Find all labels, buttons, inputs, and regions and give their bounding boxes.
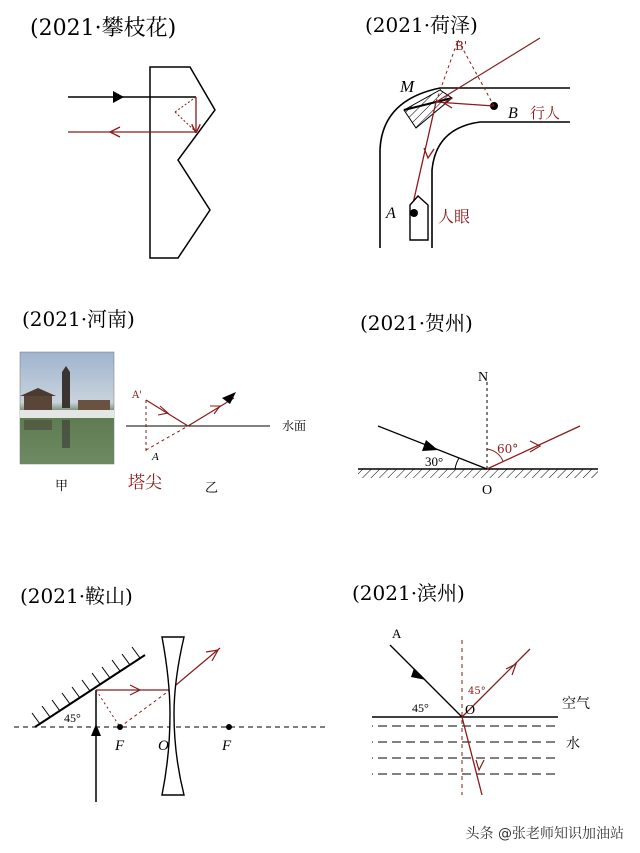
incident-arrowhead (91, 724, 101, 736)
label-tip-note: 塔尖 (128, 473, 162, 493)
label-air: 空气 (562, 696, 590, 712)
panel-title: (2021·滨州) (352, 581, 465, 605)
virtual-ray (146, 426, 188, 450)
reflected-ray (188, 398, 234, 426)
angle-right: 60° (497, 442, 519, 456)
angle-right: 45° (468, 686, 486, 697)
label-a-note: 人眼 (438, 207, 471, 226)
point-a (410, 209, 418, 217)
label-jia: 甲 (55, 479, 69, 494)
label-o: O (465, 703, 476, 718)
angle-arc-left (455, 458, 459, 469)
mirror-hatching (32, 647, 140, 724)
focus-right-dot (226, 724, 232, 730)
label-m: M (400, 77, 415, 96)
panel-title: (2021·河南) (22, 307, 135, 331)
panel-title: (2021·贺州) (360, 311, 473, 335)
panel-binzhou (352, 581, 590, 795)
label-water: 水 (566, 736, 580, 752)
label-f-right: F (222, 738, 232, 754)
eye-marker (410, 196, 428, 240)
construction-dashed-2 (96, 690, 120, 727)
watermark-text: 头条 @张老师知识加油站 (465, 826, 624, 842)
water-body (372, 724, 558, 786)
label-o: O (482, 483, 493, 498)
normal-dash-1 (175, 97, 196, 112)
panel-hezhou (358, 311, 598, 498)
extension-line (436, 38, 540, 102)
label-a: A (392, 626, 402, 641)
incident-arrowhead (113, 91, 124, 103)
label-water: 水面 (282, 419, 307, 433)
panel-henan (20, 307, 306, 496)
label-a: A (152, 451, 159, 463)
label-b-prime: B' (455, 39, 468, 53)
focus-left-dot (117, 724, 123, 730)
panel-title: (2021·攀枝花) (30, 16, 177, 41)
panel-anshan (14, 584, 325, 802)
panel-panzhihua (30, 16, 215, 258)
prism-outline (150, 67, 215, 258)
angle-left: 30° (425, 454, 444, 469)
label-b-note: 行人 (530, 104, 561, 122)
corridor-inner-wall (432, 122, 570, 248)
panel-title: (2021·荷泽) (365, 13, 478, 37)
panel-title: (2021·鞍山) (20, 584, 133, 608)
concave-lens (162, 637, 184, 795)
label-b: B (508, 105, 518, 122)
label-yi: 乙 (205, 481, 219, 496)
label-f-left: F (115, 738, 125, 754)
label-a: A (386, 205, 396, 222)
incident-arrowhead (422, 440, 438, 451)
ground-hatching (358, 469, 598, 478)
reflected-arrowhead (506, 664, 516, 675)
pagoda-photo (20, 352, 114, 464)
angle-label: 45° (64, 711, 81, 725)
label-n: N (478, 370, 489, 385)
label-o: O (158, 738, 169, 754)
label-a-prime: A' (132, 390, 142, 401)
normal-dash-2 (175, 112, 196, 132)
panel-heze (365, 13, 570, 248)
construction-dashed (120, 690, 170, 727)
incident-arrowhead (411, 668, 426, 680)
angle-left: 45° (412, 701, 429, 715)
